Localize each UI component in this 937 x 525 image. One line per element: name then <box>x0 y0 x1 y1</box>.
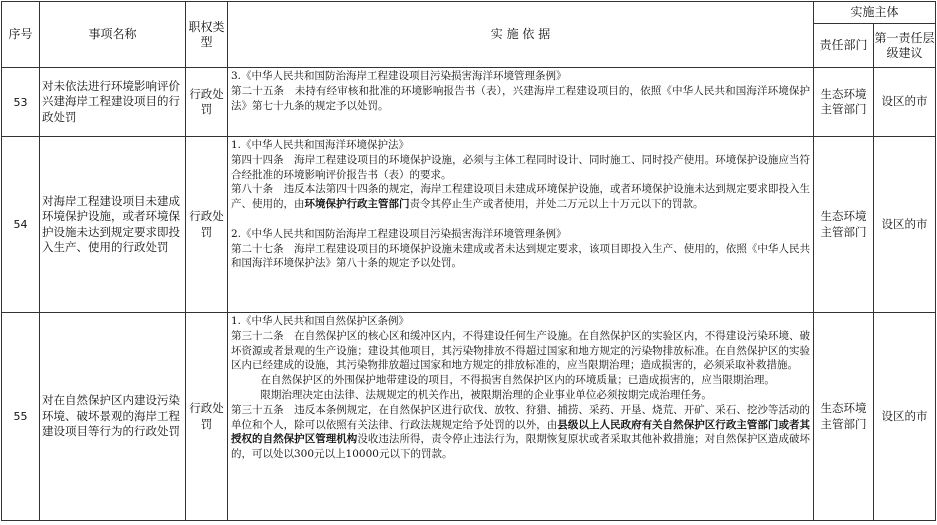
row-number: 55 <box>2 313 40 521</box>
basis-text: 责令其停止生产或者使用，并处二万元以上十万元以下的罚款。 <box>409 198 704 211</box>
row-number: 54 <box>2 137 40 313</box>
basis-article <box>231 403 810 462</box>
header-seq: 序号 <box>2 2 40 68</box>
basis-cell <box>228 137 814 313</box>
basis-article <box>231 182 810 212</box>
basis-cell <box>228 313 814 521</box>
header-dept: 责任部门 <box>814 24 874 68</box>
basis-article: 在自然保护区的外围保护地带建设的项目，不得损害自然保护区内的环境质量；已造成损害的，应当限期治理。 <box>260 374 775 387</box>
basis-law-title: 1.《中华人民共和国自然保护区条例》 <box>231 315 410 327</box>
table-row <box>2 68 936 137</box>
basis-bold-authority: 环境保护行政主管部门 <box>304 198 410 211</box>
enforcement-table <box>1 1 936 521</box>
responsible-dept: 生态环境主管部门 <box>814 313 874 521</box>
item-name: 对在自然保护区内建设污染环境、破坏景观的海岸工程建设项目等行为的行政处罚 <box>40 313 186 521</box>
header-power-type: 职权类型 <box>186 2 228 68</box>
responsible-level: 设区的市 <box>874 313 936 521</box>
basis-law-title: 3.《中华人民共和国防治海岸工程建设项目污染损害海洋环境管理条例》 <box>231 70 567 82</box>
item-name: 对海岸工程建设项目未建成环境保护设施，或者环境保护设施未达到规定要求即投入生产、使用的行政处罚 <box>40 137 186 313</box>
responsible-level: 设区的市 <box>874 137 936 313</box>
row-number: 53 <box>2 68 40 137</box>
header-basis: 实 施 依 据 <box>228 2 814 68</box>
basis-text: 第八十条 违反本法第四十四条的规定，海岸工程建设项目未建成环境保护设施，或者环境保护设施未达到规定要求即投入生产、使用的，由 <box>231 183 810 211</box>
header-level: 第一责任层级建议 <box>874 24 936 68</box>
table-row <box>2 137 936 313</box>
responsible-dept: 生态环境主管部门 <box>814 68 874 137</box>
basis-text: 没收违法所得，责令停止违法行为，限期恢复原状或者采取其他补救措施；对自然保护区造成破坏的，可以处以300元以上10000元以下的罚款。 <box>231 433 811 461</box>
basis-article: 限期治理决定由法律、法规规定的机关作出，被限期治理的企业事业单位必须按期完成治理任务。 <box>260 388 712 401</box>
responsible-level: 设区的市 <box>874 68 936 137</box>
power-type: 行政处罚 <box>186 68 228 137</box>
basis-bold-authority: 县级以上人民政府有关自然保护区行政主管部门或者其授权的自然保护区管理机构 <box>231 418 811 446</box>
basis-cell <box>228 68 814 137</box>
basis-law-title: 2.《中华人民共和国防治海岸工程建设项目污染损害海洋环境管理条例》 <box>231 227 567 240</box>
power-type: 行政处罚 <box>186 137 228 313</box>
responsible-dept: 生态环境主管部门 <box>814 137 874 313</box>
table-row <box>2 313 936 521</box>
header-item-name: 事项名称 <box>40 2 186 68</box>
basis-article: 第二十五条 未持有经审核和批准的环境影响报告书（表），兴建海岸工程建设项目的，依照《中华人民共和国海洋环境保护法》第七十九条的规定予以处罚。 <box>231 84 810 112</box>
power-type: 行政处罚 <box>186 313 228 521</box>
basis-text: 第三十五条 违反本条例规定，在自然保护区进行砍伐、放牧、狩猎、捕捞、采药、开垦、烧荒、开矿、采石、挖沙等活动的单位和个人，除可以依照有关法律、行政法规规定给予处罚的以外，由 <box>231 403 810 431</box>
basis-article: 第三十二条 在自然保护区的核心区和缓冲区内，不得建设任何生产设施。在自然保护区的实验区内，不得建设污染环境、破坏资源或者景观的生产设施；建设其他项目，其污染物排放不得超过国家和地方规定的污染物排放标准。在自然保护区的实验区内已经建成的设施，其污染物排放超过国家和地方规定的排放标准的，应当限期治理；造成损害的，必须采取补救措施。 <box>231 329 810 372</box>
basis-law-title: 1.《中华人民共和国海洋环境保护法》 <box>231 139 410 151</box>
header-subject: 实施主体 <box>814 2 936 24</box>
basis-article: 第四十四条 海岸工程建设项目的环境保护设施，必须与主体工程同时设计、同时施工、同时投产使用。环境保护设施应当符合经批准的环境影响评价报告书（表）的要求。 <box>231 153 810 181</box>
item-name: 对未依法进行环境影响评价兴建海岸工程建设项目的行政处罚 <box>40 68 186 137</box>
basis-article: 第二十七条 海岸工程建设项目的环境保护设施未建成或者未达到规定要求，该项目即投入生产、使用的，依照《中华人民共和国海洋环境保护法》第八十条的规定予以处罚。 <box>231 242 810 270</box>
